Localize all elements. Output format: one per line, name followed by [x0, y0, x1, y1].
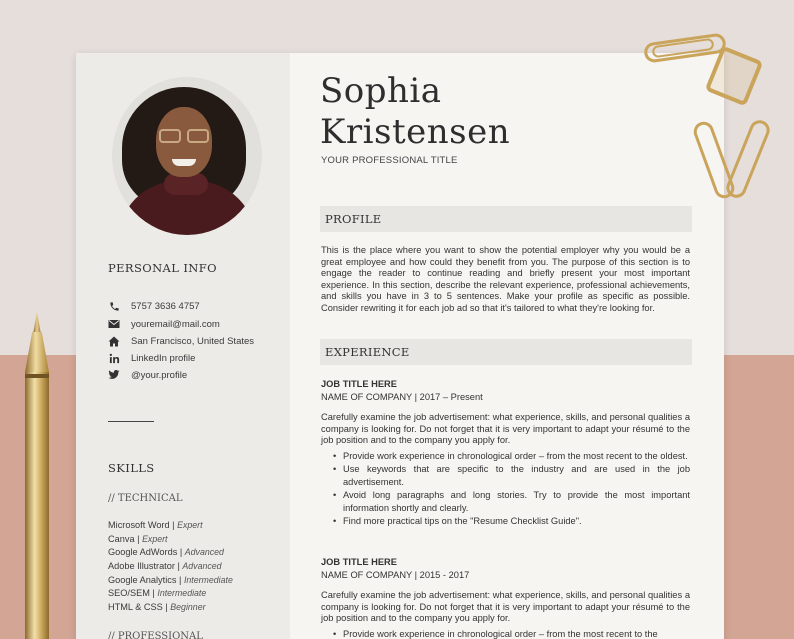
- email-icon: [108, 318, 120, 330]
- job-title: JOB TITLE HERE: [321, 379, 397, 389]
- job-description: Carefully examine the job advertisement: what experience, skills, and personal qualities a company is looking for. Do not forget that it is very important to adapt your résumé to the job position and to the company you apply for.: [321, 412, 690, 446]
- experience-heading: EXPERIENCE: [325, 345, 410, 359]
- job-bullet-list: [333, 450, 690, 528]
- contact-email: [108, 317, 220, 331]
- job-company: NAME OF COMPANY | 2015 - 2017: [321, 570, 470, 580]
- sidebar-divider: [108, 421, 154, 422]
- list-item: • Provide work experience in chronological order – from the most recent to the: [333, 628, 690, 639]
- personal-info-heading: PERSONAL INFO: [108, 261, 217, 275]
- contact-twitter: [108, 368, 187, 382]
- pen-cone: [25, 332, 49, 372]
- contact-phone: [108, 299, 200, 313]
- profile-heading: PROFILE: [325, 212, 382, 226]
- job-company: NAME OF COMPANY | 2017 – Present: [321, 392, 483, 402]
- skill-item: Google Analytics | Intermediate: [108, 575, 233, 585]
- photo-glasses: [156, 129, 212, 145]
- skill-item: Adobe Illustrator | Advanced: [108, 561, 222, 571]
- contact-phone-text: 5757 3636 4757: [131, 300, 200, 312]
- resume-sidebar: [76, 53, 290, 639]
- skill-item: Google AdWords | Advanced: [108, 547, 224, 557]
- home-icon: [108, 335, 120, 347]
- gold-pen: [22, 330, 52, 639]
- pen-ring: [25, 374, 49, 378]
- skill-item: SEO/SEM | Intermediate: [108, 588, 207, 598]
- contact-location-text: San Francisco, United States: [131, 335, 255, 347]
- twitter-icon: [108, 369, 120, 381]
- photo-smile: [172, 159, 196, 166]
- list-item: • Use keywords that are specific to the industry and are used in the job advertisement.: [333, 463, 690, 489]
- experience-section-header: [320, 339, 692, 365]
- profile-section-header: [320, 206, 692, 232]
- professional-skills-heading: // PROFESSIONAL: [108, 631, 203, 639]
- contact-linkedin-text: LinkedIn profile: [131, 352, 196, 364]
- contact-email-text: youremail@mail.com: [131, 318, 220, 330]
- profile-photo: [112, 77, 262, 235]
- phone-icon: [108, 300, 120, 312]
- skill-item: HTML & CSS | Beginner: [108, 602, 206, 612]
- contact-linkedin: [108, 351, 195, 365]
- contact-twitter-text: @your.profile: [131, 369, 188, 381]
- first-name: Sophia: [320, 71, 442, 111]
- contact-location: [108, 334, 254, 348]
- technical-skills-heading: // TECHNICAL: [108, 493, 183, 504]
- pen-body: [25, 372, 49, 639]
- job-bullet-list: [333, 628, 690, 639]
- last-name: Kristensen: [320, 112, 511, 152]
- profile-summary: This is the place where you want to show the potential employer why you would be a great employee and how could they benefit from you. The purpose of this section is to engage the reader to continue reading and briefly present your most important experience. In this section, describe the relevant experience, professional achievements, and skills you have in 3 to 5 sentences. Make your profile as specific as possible. Consider rewriting it for each job ad so that it's tailored to what they're looking for.: [321, 245, 690, 313]
- resume-page: [76, 53, 724, 639]
- skill-item: Canva | Expert: [108, 534, 168, 544]
- list-item: • Provide work experience in chronological order – from the most recent to the oldest.: [333, 450, 690, 463]
- job-title: JOB TITLE HERE: [321, 557, 397, 567]
- skill-item: Microsoft Word | Expert: [108, 520, 203, 530]
- linkedin-icon: [108, 352, 120, 364]
- skills-heading: SKILLS: [108, 461, 155, 475]
- job-description: Carefully examine the job advertisement: what experience, skills, and personal qualities a company is looking for. Do not forget that it is very important to adapt your résumé to the job position and to the company you apply for.: [321, 590, 690, 624]
- professional-title: YOUR PROFESSIONAL TITLE: [321, 155, 458, 166]
- list-item: • Avoid long paragraphs and long stories. Try to provide the most important information shortly and clearly.: [333, 489, 690, 515]
- list-item: • Find more practical tips on the "Resume Checklist Guide".: [333, 515, 690, 528]
